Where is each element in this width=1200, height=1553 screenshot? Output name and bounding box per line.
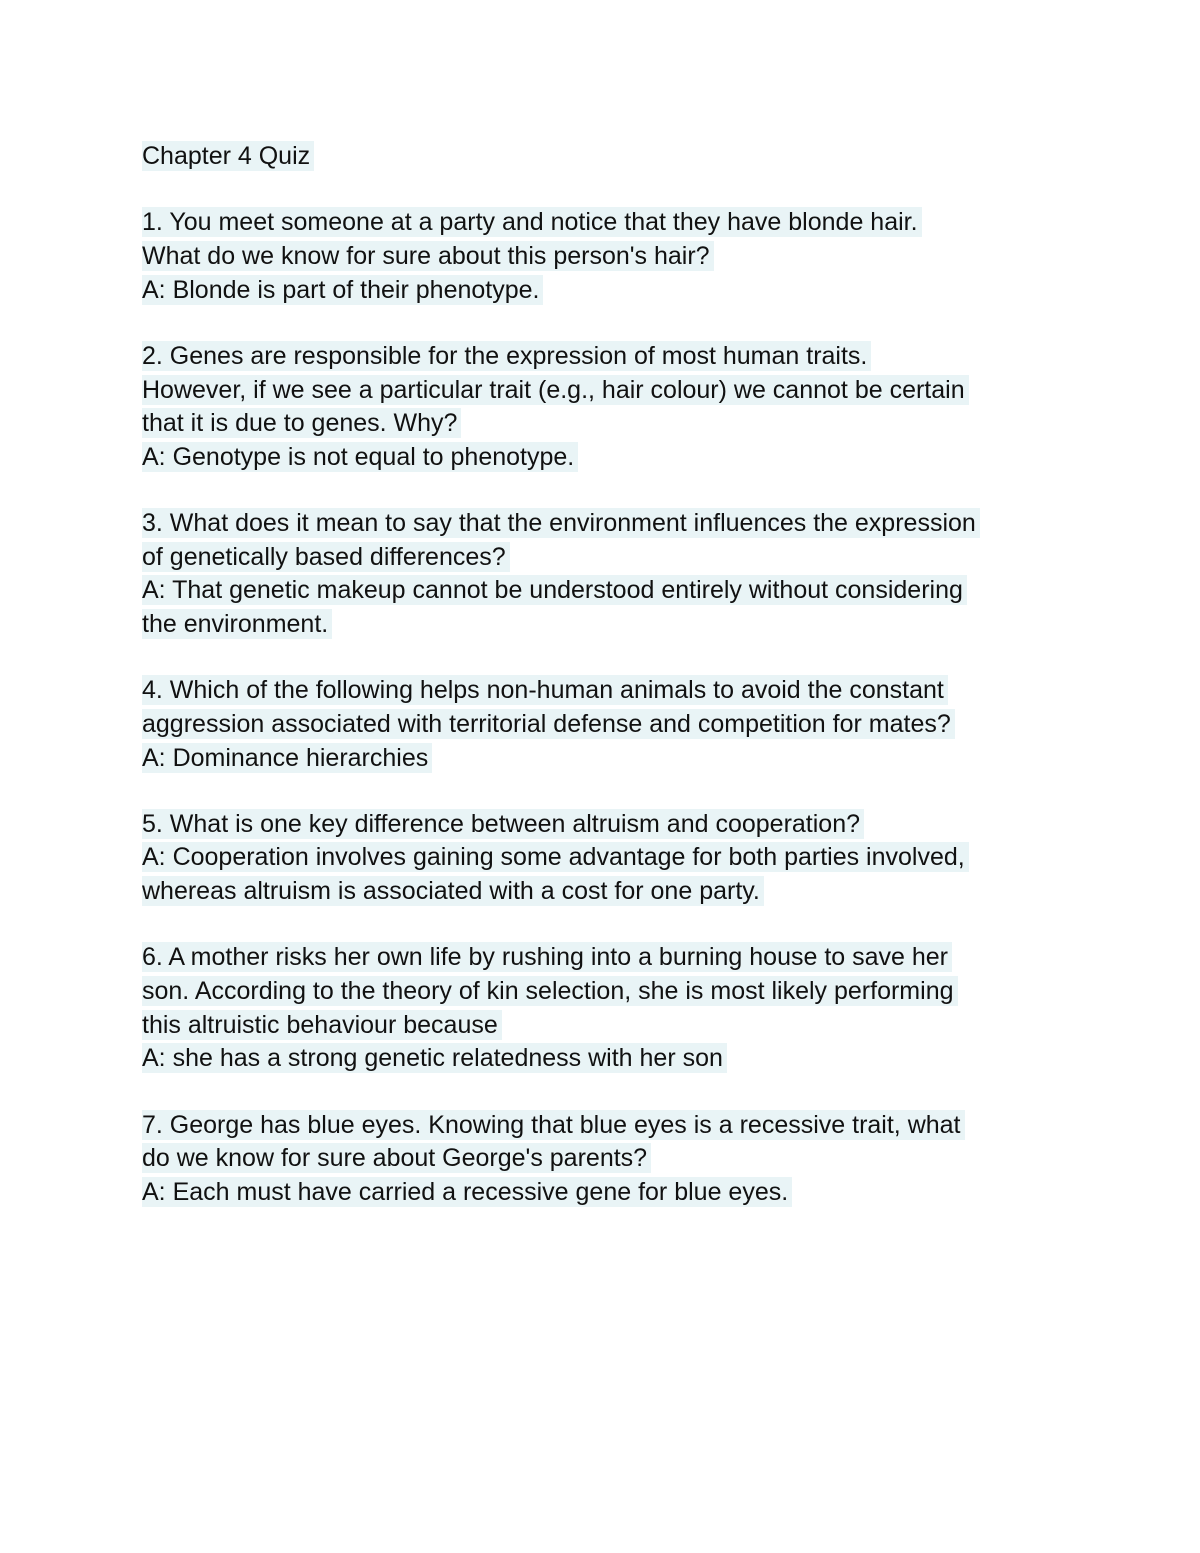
spacer [142,775,1102,808]
question-4-line-1: 4. Which of the following helps non-human animals to avoid the constant [142,675,948,705]
question-6-line-2: son. According to the theory of kin selection, she is most likely performing [142,976,958,1006]
question-block-1 [142,206,1102,307]
question-block-7 [142,1109,1102,1210]
answer-2: A: Genotype is not equal to phenotype. [142,442,578,472]
page-title: Chapter 4 Quiz [142,141,314,171]
answer-3-line-1: A: That genetic makeup cannot be understood entirely without considering [142,575,967,605]
spacer [142,474,1102,507]
question-6-line-3: this altruistic behaviour because [142,1010,502,1040]
spacer [142,909,1102,942]
answer-7: A: Each must have carried a recessive gene for blue eyes. [142,1177,792,1207]
answer-3-line-2: the environment. [142,609,332,639]
question-4-line-2: aggression associated with territorial defense and competition for mates? [142,709,955,739]
question-block-2 [142,340,1102,474]
question-1-line-1: 1. You meet someone at a party and notice that they have blonde hair. [142,207,922,237]
answer-6: A: she has a strong genetic relatedness with her son [142,1043,727,1073]
question-3-line-1: 3. What does it mean to say that the environment influences the expression [142,508,980,538]
question-7-line-2: do we know for sure about George's parents? [142,1143,651,1173]
question-2-line-2: However, if we see a particular trait (e.g., hair colour) we cannot be certain [142,375,969,405]
spacer [142,642,1102,675]
answer-4: A: Dominance hierarchies [142,743,432,773]
document-content [142,140,1102,1209]
question-block-6 [142,941,1102,1075]
question-3-line-2: of genetically based differences? [142,542,510,572]
question-6-line-1: 6. A mother risks her own life by rushing into a burning house to save her [142,942,952,972]
spacer [142,307,1102,340]
question-2-line-3: that it is due to genes. Why? [142,408,461,438]
question-block-5 [142,808,1102,909]
spacer [142,174,1102,207]
answer-5-line-2: whereas altruism is associated with a cost for one party. [142,876,764,906]
title-line [142,140,1102,174]
question-block-3 [142,507,1102,641]
answer-5-line-1: A: Cooperation involves gaining some advantage for both parties involved, [142,842,969,872]
question-5-line-1: 5. What is one key difference between altruism and cooperation? [142,809,864,839]
question-block-4 [142,674,1102,775]
answer-1: A: Blonde is part of their phenotype. [142,275,543,305]
spacer [142,1076,1102,1109]
question-2-line-1: 2. Genes are responsible for the expression of most human traits. [142,341,871,371]
question-7-line-1: 7. George has blue eyes. Knowing that blue eyes is a recessive trait, what [142,1110,965,1140]
question-1-line-2: What do we know for sure about this person's hair? [142,241,714,271]
